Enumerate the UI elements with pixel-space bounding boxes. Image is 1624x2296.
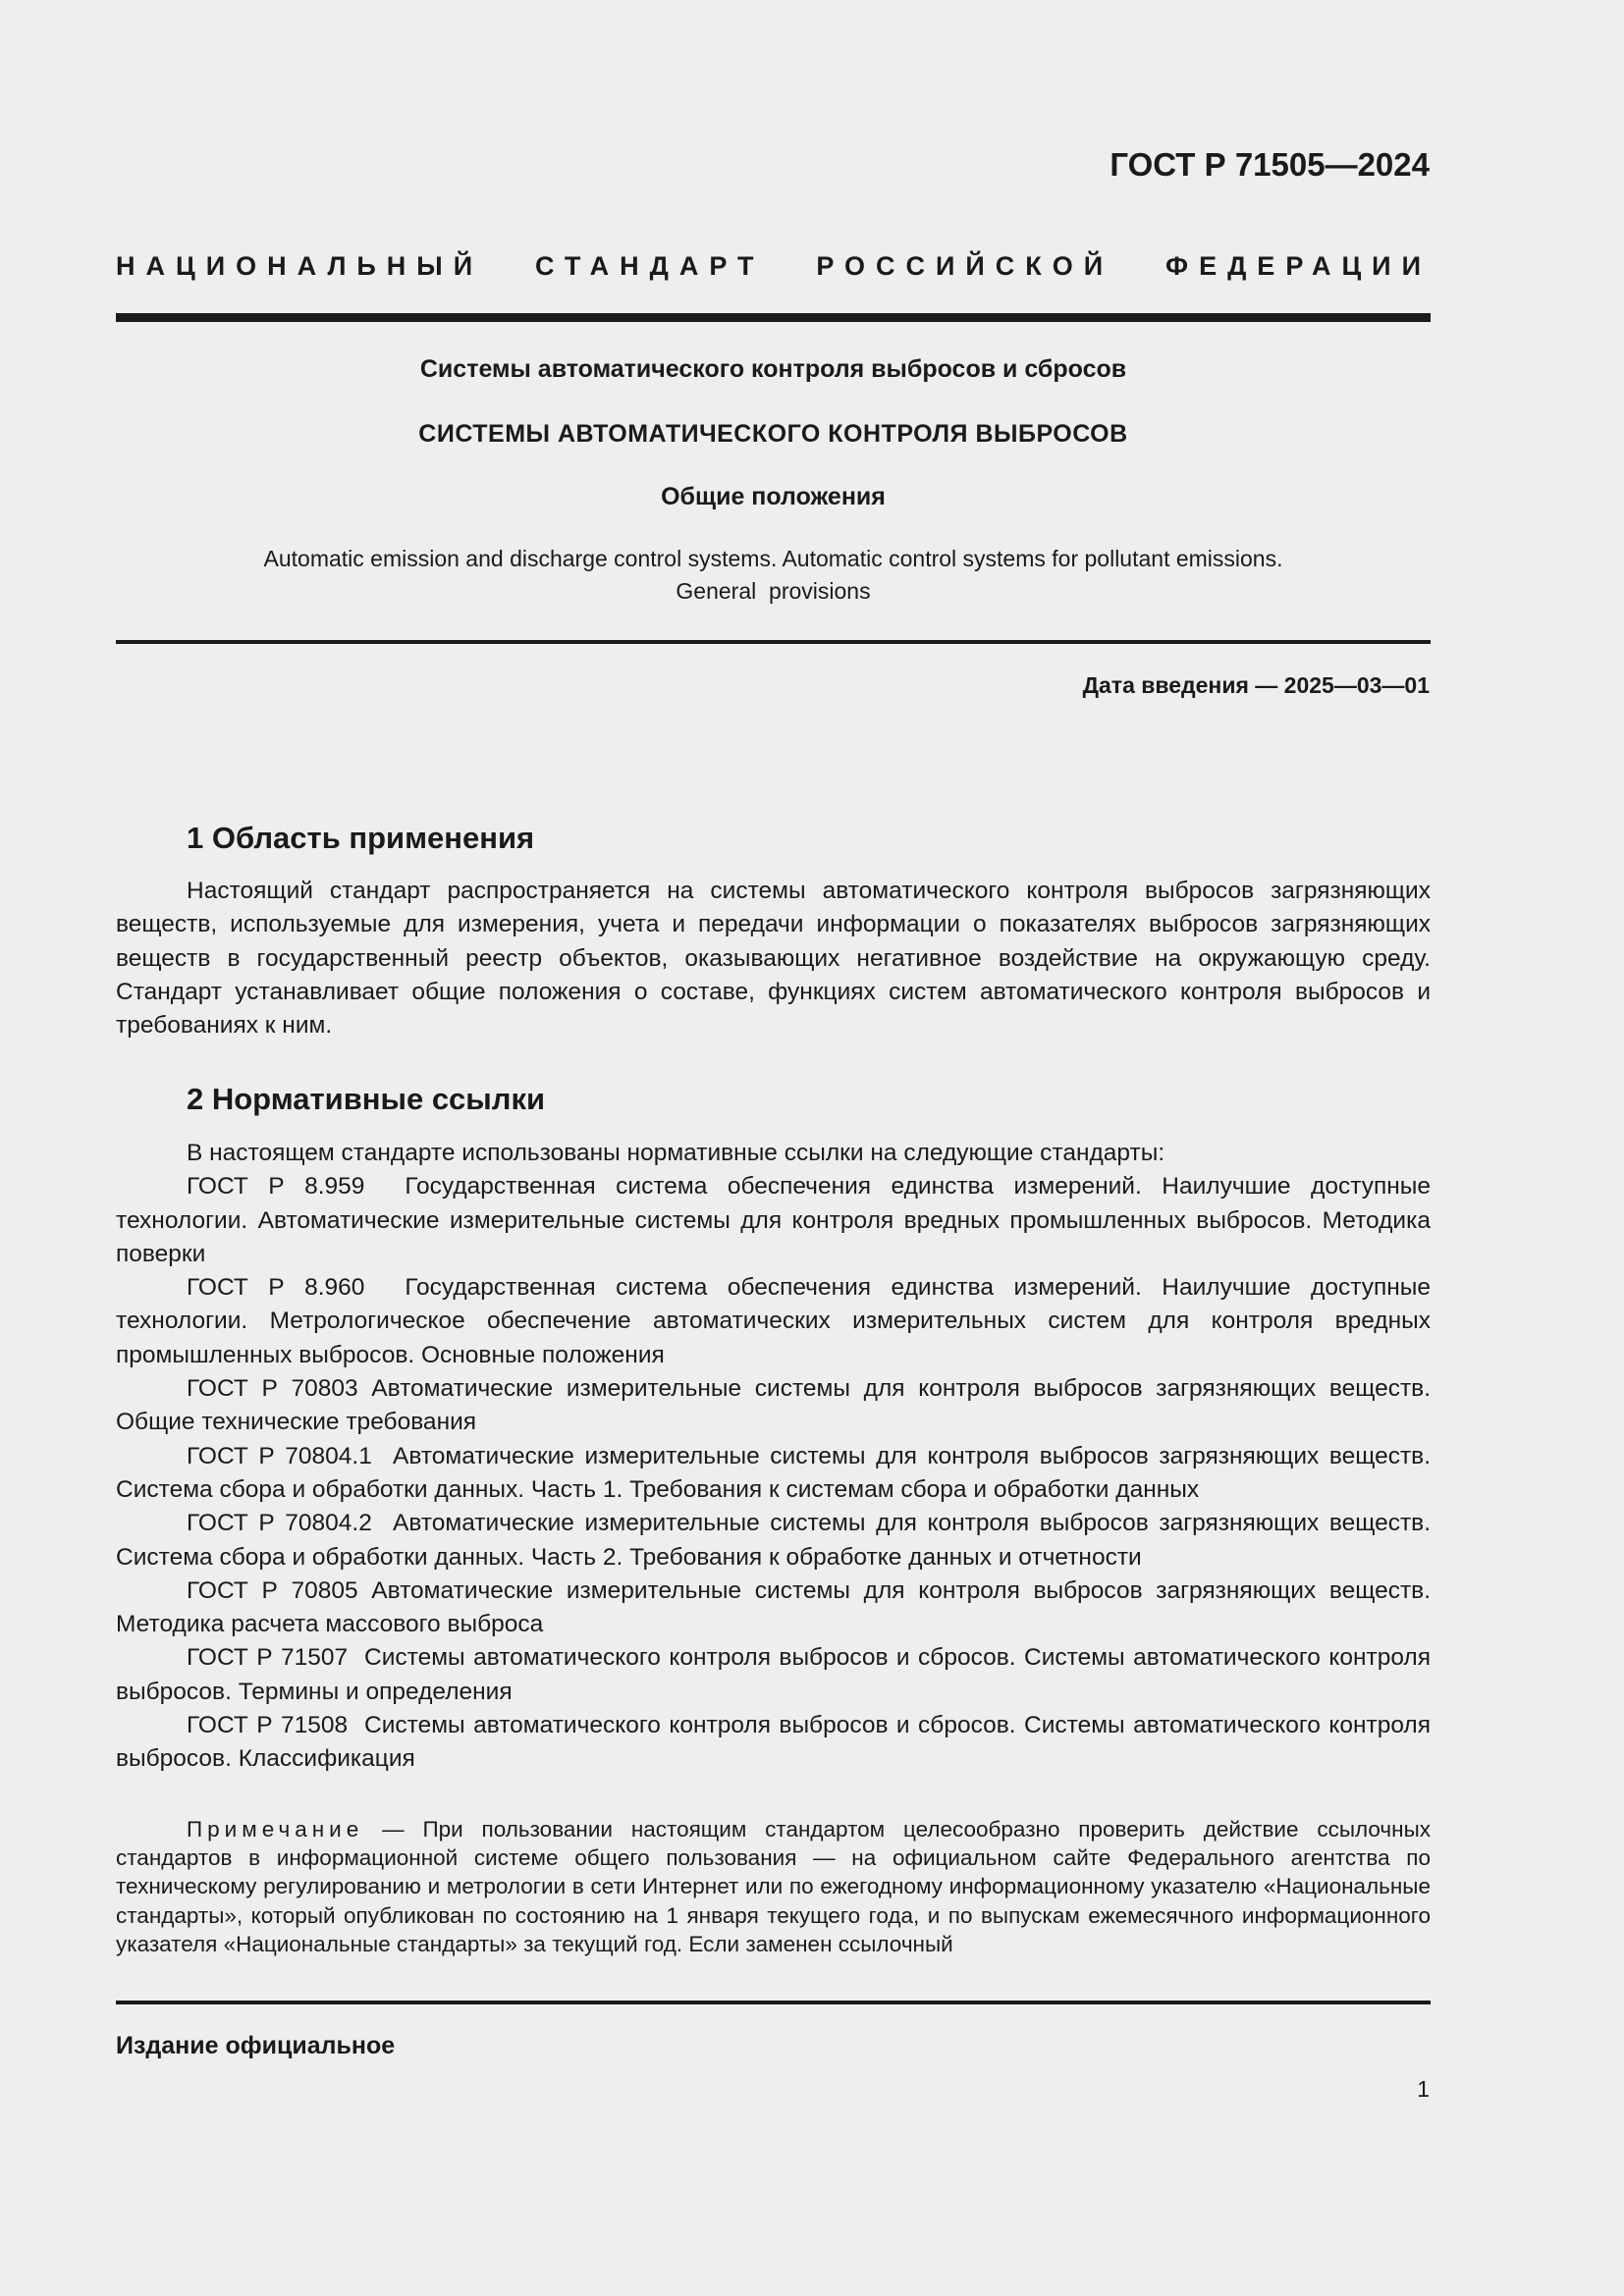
references-intro: В настоящем стандарте использованы нормативные ссылки на следующие стандарты: [187, 1140, 1165, 1166]
english-title-line-1: Automatic emission and discharge control systems. Automatic control systems for pollutant emissions. [263, 546, 1283, 571]
english-title [116, 543, 1431, 608]
note-text: — При пользовании настоящим стандартом целесообразно проверить действие ссылочных стандартов в информационной системе общего пользования — на официальном сайте Федерального агентства по техническому регулированию и метрологии в сети Интернет или по ежегодному информационному указателю «Национальные стандарты», который опубликован по состоянию на 1 января текущего года, и по выпускам ежемесячного информационного указателя «Национальные стандарты» за текущий год. Если заменен ссылочный [116, 1817, 1431, 1956]
reference-item [116, 1440, 1431, 1508]
references-note [116, 1815, 1431, 1958]
reference-title: Автоматические измерительные системы для контроля выбросов загрязняющих веществ. Методика расчета массового выброса [116, 1576, 1431, 1638]
reference-code: ГОСТ Р 70804.1 [187, 1442, 372, 1469]
reference-item [116, 1709, 1431, 1777]
section-1-body [116, 875, 1431, 1042]
national-standard-title: НАЦИОНАЛЬНЫЙ СТАНДАРТ РОССИЙСКОЙ ФЕДЕРАЦИИ [116, 251, 1432, 281]
reference-item [116, 1575, 1431, 1642]
reference-title: Автоматические измерительные системы для контроля выбросов загрязняющих веществ. Система сбора и обработки данных. Часть 2. Требования к обработке данных и отчетности [116, 1510, 1432, 1571]
reference-item [116, 1271, 1431, 1372]
reference-code: ГОСТ Р 70804.2 [187, 1510, 372, 1537]
reference-title: Системы автоматического контроля выбросов и сбросов. Системы автоматического контроля выбросов. Классификация [116, 1712, 1431, 1773]
introduction-date: Дата введения — 2025—03—01 [1082, 672, 1430, 698]
reference-code: ГОСТ Р 8.959 [187, 1173, 365, 1201]
series-title: Системы автоматического контроля выбросов и сбросов [419, 355, 1127, 383]
reference-code: ГОСТ Р 70803 [187, 1375, 358, 1403]
footer-rule [116, 2001, 1431, 2004]
reference-title: Автоматические измерительные системы для контроля выбросов загрязняющих веществ. Общие технические требования [116, 1375, 1431, 1436]
scope-paragraph: Настоящий стандарт распространяется на системы автоматического контроля выбросов загрязняющих веществ, используемые для измерения, учета и передачи информации о показателях выбросов загрязняющих веществ в государственный реестр объектов, оказывающих негативное воздействие на окружающую среду. Стандарт устанавливает общие положения о составе, функциях систем автоматического контроля выбросов и требованиях к ним. [116, 878, 1431, 1040]
english-title-line-2: General provisions [676, 578, 871, 604]
official-edition-label: Издание официальное [116, 2032, 396, 2059]
sub-title: Общие положения [661, 483, 886, 510]
reference-code: ГОСТ Р 8.960 [187, 1274, 365, 1302]
note-label: Примечание [187, 1817, 364, 1842]
reference-item [116, 1507, 1431, 1575]
page-number: 1 [1417, 2076, 1430, 2102]
title-rule [116, 640, 1431, 644]
reference-code: ГОСТ Р 71508 [187, 1712, 349, 1739]
reference-title: Системы автоматического контроля выбросов и сбросов. Системы автоматического контроля выбросов. Термины и определения [116, 1644, 1431, 1705]
standard-code: ГОСТ Р 71505—2024 [1110, 146, 1430, 183]
reference-title: Государственная система обеспечения единства измерений. Наилучшие доступные технологии. Автоматические измерительные системы для контроля вредных промышленных выбросов. Методика поверки [116, 1173, 1431, 1267]
reference-title: Государственная система обеспечения единства измерений. Наилучшие доступные технологии. Метрологическое обеспечение автоматических измерительных систем для контроля вредных промышленных выбросов. Основные положения [116, 1274, 1431, 1368]
section-2-body [116, 1137, 1431, 1777]
reference-code: ГОСТ Р 71507 [187, 1644, 349, 1672]
reference-item [116, 1372, 1431, 1440]
header-rule [116, 313, 1431, 322]
main-title: СИСТЕМЫ АВТОМАТИЧЕСКОГО КОНТРОЛЯ ВЫБРОСОВ [418, 420, 1128, 448]
section-1-heading: 1 Область применения [187, 821, 535, 855]
reference-title: Автоматические измерительные системы для контроля выбросов загрязняющих веществ. Система сбора и обработки данных. Часть 1. Требования к системам сбора и обработки данных [116, 1442, 1432, 1503]
reference-item [116, 1170, 1431, 1271]
reference-item [116, 1641, 1431, 1709]
reference-code: ГОСТ Р 70805 [187, 1576, 358, 1604]
section-2-heading: 2 Нормативные ссылки [187, 1082, 546, 1116]
